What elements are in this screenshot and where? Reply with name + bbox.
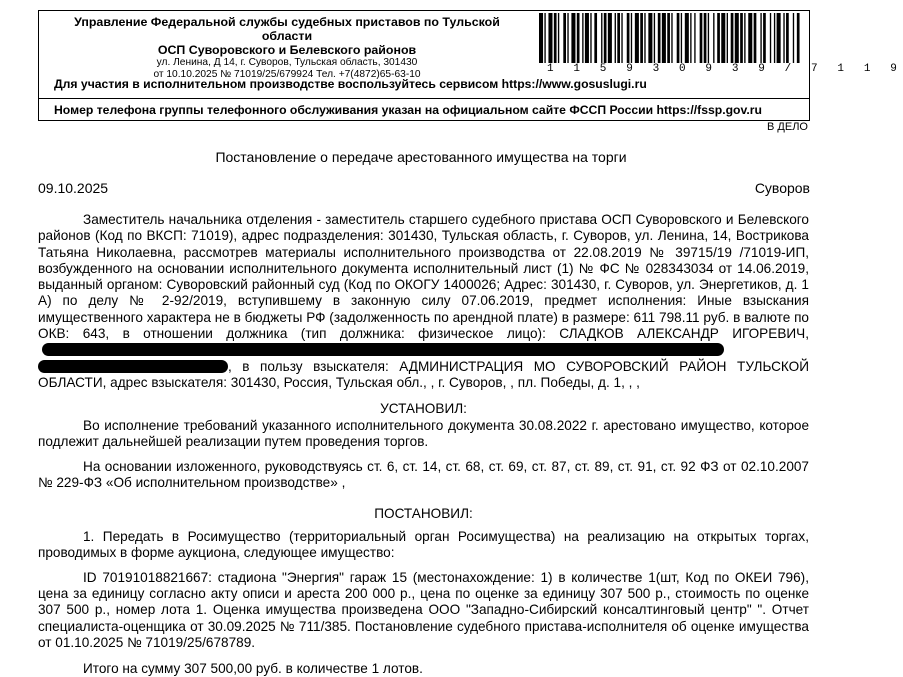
barcode-bar [662,13,666,63]
established-paragraph-1: Во исполнение требований указанного исполнительного документа 30.08.2022 г. арестовано имущество, которое подлежит дальнейшей реализации путем проведения торгов. [38,417,809,449]
barcode-bar [777,13,781,63]
barcode-bar [681,13,682,63]
barcode-bar [558,13,559,63]
barcode-bar [604,13,607,63]
barcode-bar [770,13,771,63]
barcode-bar [590,13,591,63]
issuing-authority [51,15,523,81]
barcode-bar [585,13,589,63]
total-line: Итого на сумму 307 500,00 руб. в количестве 1 лотов. [83,661,423,677]
barcode-bar [727,13,728,63]
barcode-bar [677,13,680,63]
document-city: Суворов [754,180,810,196]
intro-paragraph [38,212,809,391]
established-heading: УСТАНОВИЛ: [380,401,467,417]
department-address: ул. Ленина, Д 14, г. Суворов, Тульская область, 301430 [156,57,418,68]
barcode-bar [685,13,689,63]
barcode-bar [721,13,725,63]
decided-heading: ПОСТАНОВИЛ: [374,505,473,521]
filing-stamp: В ДЕЛО [767,121,808,133]
barcode-bar [644,13,645,63]
barcode-bar [690,13,691,63]
document-reference: от 10.10.2025 № 71019/25/679924 Тел. +7(4872)65-63-10 [153,69,421,80]
barcode-bar [797,13,800,63]
header-divider [39,98,809,99]
barcode-bar [621,13,622,63]
barcode-bar [577,13,580,63]
barcode-bar [754,13,757,63]
intro-text-part2: , в пользу взыскателя: АДМИНИСТРАЦИЯ МО СУВОРОВСКИЙ РАЙОН ТУЛЬСКОЙ ОБЛАСТИ, адрес взыскателя: 301430, Россия, Тульская обл., , г. Суворов, , пл. Победы, д. 1, , , [38,358,809,390]
barcode-bar [582,13,583,63]
org-name: Управление Федеральной службы судебных приставов по Тульской области [74,15,500,43]
barcode-bar [760,13,761,63]
barcode-bar [783,13,784,63]
document-body [38,212,809,677]
fssp-phone-note: Номер телефона группы телефонного обслуживания указан на официальном сайте ФССП России https://fssp.gov.ru [54,103,762,117]
department-name: ОСП Суворовского и Белевского районов [157,43,417,57]
barcode-bar [594,13,597,63]
barcode-bar [744,13,745,63]
document-title: Постановление о передаче арестованного имущества на торги [215,149,627,165]
document-date: 09.10.2025 [38,180,109,196]
barcode-bar [786,13,789,63]
barcode-bar [654,13,655,63]
barcode-bar [548,13,552,63]
property-item-paragraph: ID 70191018821667: стадиона "Энергия" гараж 15 (местонахождение: 1) в количестве 1(шт, Код по ОКЕИ 796), цена за единицу согласно акту описи и ареста 200 000 р., цена по оценке за единицу 307 500 р., стоимость по оценке 307 500 р., номер лота 1. Оценка имущества произведена ООО "Западно-Сибирский консалтинговый центр" ". Отчет специалиста-оценщика от 30.09.2025 № 711/385. Постановление судебного пристава-исполнителя об оценке имущества от 01.10.2025 № 71019/25/678789. [38,569,809,650]
barcode-bar [658,13,661,63]
barcode-bar [700,13,703,63]
barcode-bar [617,13,620,63]
barcode-bar [640,13,643,63]
barcode-number: 1 1 5 9 3 0 9 3 9 / 7 1 1 9 [547,63,903,75]
gosuslugi-note: Для участия в исполнительном производстве воспользуйтесь сервисом https://www.gosuslugi.ru [54,77,647,91]
barcode-bar [731,13,734,63]
barcode-bar [774,13,775,63]
barcode-bar [571,13,575,63]
decided-paragraph-1: 1. Передать в Росимущество (территориальный орган Росимущества) на реализацию на открытых торгах, проводимых в форме аукциона, следующее имущество: [38,529,809,561]
barcode-bar [671,13,672,63]
barcode-bar [708,13,709,63]
barcode-bar [608,13,612,63]
barcode-bar [694,13,695,63]
barcode-bar [667,13,670,63]
barcode-bar [567,13,568,63]
barcode-bar [717,13,720,63]
barcode-bar [544,13,545,63]
barcode-bar [554,13,557,63]
barcode-bar [748,13,752,63]
barcode-bar [539,13,543,63]
barcode-bar [601,13,602,63]
barcode-image [539,13,797,63]
barcode-bar [704,13,707,63]
barcode-bar [615,13,616,63]
barcode-bar [763,13,766,63]
established-paragraph-2: На основании изложенного, руководствуясь ст. 6, ст. 14, ст. 68, ст. 69, ст. 87, ст. 89, ст. 91, ст. 92 ФЗ от 02.10.2007 № 229-ФЗ «Об исполнительном производстве» , [38,459,809,491]
redaction-bar [42,343,724,356]
intro-text-part1: Заместитель начальника отделения - заместитель старшего судебного пристава ОСП Суворовского и Белевского районов (Код по ВКСП: 71019), адрес подразделения: 301430, Тульская область, г. Суворов, ул. Ленина, 14, Вострикова Татьяна Николаевна, рассмотрев материалы исполнительного производства от 22.08.2019 № 39715/19 /71019-ИП, возбужденного на основании исполнительного документа исполнительный лист (1) № ФС № 028343034 от 14.06.2019, выданный органом: Суворовский районный суд (Код по ОКОГУ 1400026; Адрес: 301430, г. Суворов, ул. Энергетиков, д. 1 А) по делу № 2-92/2019, вступившему в законную силу 07.06.2019, предмет исполнения: Иные взыскания имущественного характера не в бюджеты РФ (задолженность по арендной плате) в размере: 611 798.11 руб. в валюте по ОКВ: 643, в отношении должника (тип должника: физическое лицо): СЛАДКОВ АЛЕКСАНДР ИГОРЕВИЧ, [38,212,809,342]
barcode-bar [713,13,714,63]
barcode-bar [740,13,743,63]
barcode-bar [648,13,652,63]
barcode-bar [563,13,566,63]
barcode-bar [631,13,632,63]
barcode-bar [635,13,639,63]
barcode-bar [627,13,630,63]
barcode-bar [793,13,794,63]
barcode-bar [735,13,739,63]
document-header [38,10,903,121]
redaction-bar [38,360,228,373]
